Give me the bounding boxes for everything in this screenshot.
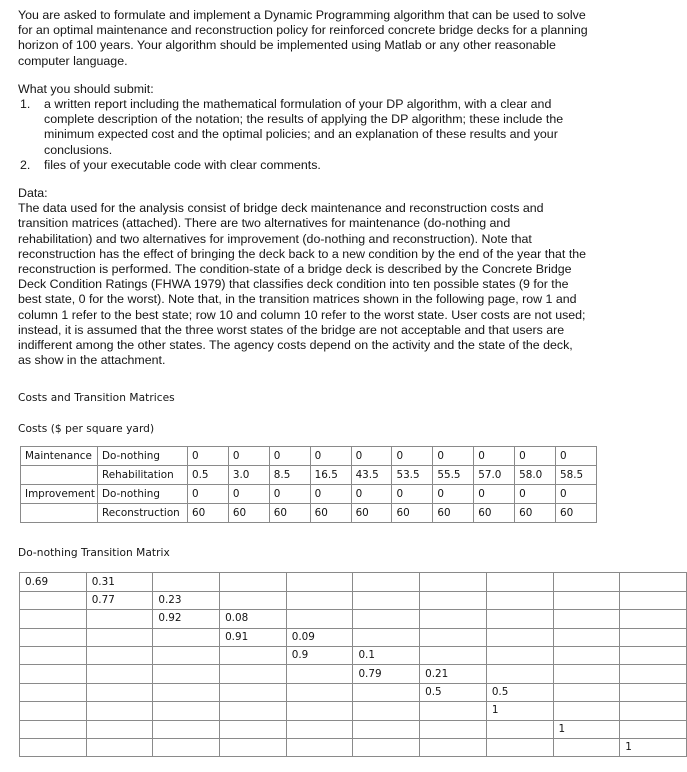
matrix-cell: 0.23: [153, 591, 220, 609]
matrix-cell: [286, 738, 353, 756]
matrix-cell: 1: [620, 738, 687, 756]
cost-value: 0: [433, 485, 474, 504]
matrix-cell: [220, 738, 287, 756]
table-row: [20, 665, 687, 683]
matrix-cell: [420, 720, 487, 738]
matrix-cell: 0.5: [486, 683, 553, 701]
matrix-cell: [153, 647, 220, 665]
cost-category: [21, 466, 98, 485]
matrix-cell: [20, 665, 87, 683]
matrix-cell: [86, 683, 153, 701]
matrix-cell: [620, 665, 687, 683]
cost-value: 0: [351, 447, 392, 466]
matrix-cell: [553, 573, 620, 591]
matrix-cell: [286, 720, 353, 738]
matrix-cell: [286, 573, 353, 591]
matrix-cell: 0.91: [220, 628, 287, 646]
matrix-cell: [553, 665, 620, 683]
matrix-cell: 0.9: [286, 647, 353, 665]
matrix-cell: [353, 591, 420, 609]
cost-category: Improvement: [21, 485, 98, 504]
table-row: [20, 738, 687, 756]
table-row: [21, 485, 597, 504]
list-item: [20, 158, 588, 173]
list-item-number: 2.: [20, 157, 31, 172]
table-row: [20, 591, 687, 609]
matrix-cell: [153, 573, 220, 591]
matrix-cell: [486, 738, 553, 756]
matrix-cell: 0.31: [86, 573, 153, 591]
costs-table-heading: Costs ($ per square yard): [18, 423, 155, 436]
cost-value: 0: [310, 485, 351, 504]
matrix-cell: [620, 647, 687, 665]
matrix-cell: [553, 610, 620, 628]
table-row: [21, 447, 597, 466]
table-row: [20, 647, 687, 665]
list-item-text: a written report including the mathematical formulation of your DP algorithm, with a clear and complete description of the notation; the results of applying the DP algorithm; these include the minimum expected cost and the optimal policies; and an explanation of these results and your conclusions.: [44, 97, 564, 157]
matrix-cell: [86, 628, 153, 646]
matrix-cell: [286, 610, 353, 628]
paragraph-gap: [18, 69, 588, 82]
matrix-cell: 0.77: [86, 591, 153, 609]
submit-list: [18, 97, 588, 173]
cost-value: 0: [188, 447, 229, 466]
matrix-cell: [153, 738, 220, 756]
data-heading: Data:: [18, 186, 48, 201]
matrix-cell: [220, 720, 287, 738]
matrix-cell: [20, 738, 87, 756]
matrix-cell: [553, 647, 620, 665]
matrix-cell: [353, 610, 420, 628]
matrix-cell: [353, 683, 420, 701]
matrix-cell: [153, 628, 220, 646]
cost-value: 43.5: [351, 466, 392, 485]
matrix-cell: [20, 647, 87, 665]
matrix-cell: 0.69: [20, 573, 87, 591]
matrix-cell: [553, 591, 620, 609]
cost-value: 0: [556, 485, 597, 504]
matrix-cell: [220, 573, 287, 591]
matrix-cell: [486, 573, 553, 591]
matrix-cell: [353, 738, 420, 756]
matrix-cell: [20, 702, 87, 720]
intro-paragraph: You are asked to formulate and implement a Dynamic Programming algorithm that can be used to solve for an optimal maintenance and reconstruction policy for reinforced concrete bridge decks for a planning horizon of 100 years. Your algorithm should be implemented using Matlab or any other reasonable computer language.: [18, 8, 588, 68]
matrix-cell: [420, 702, 487, 720]
list-item: [20, 97, 588, 158]
cost-value: 60: [474, 504, 515, 523]
matrix-cell: [86, 610, 153, 628]
transition-matrix-heading: Do-nothing Transition Matrix: [18, 547, 170, 560]
costs-section-heading: Costs and Transition Matrices: [18, 392, 175, 405]
matrix-cell: [620, 628, 687, 646]
cost-activity: Do-nothing: [98, 485, 188, 504]
matrix-cell: [486, 628, 553, 646]
cost-value: 57.0: [474, 466, 515, 485]
matrix-cell: [353, 720, 420, 738]
matrix-cell: [620, 720, 687, 738]
table-row: [20, 628, 687, 646]
cost-value: 60: [188, 504, 229, 523]
matrix-cell: 0.92: [153, 610, 220, 628]
matrix-cell: [553, 738, 620, 756]
matrix-cell: [20, 628, 87, 646]
matrix-cell: [620, 573, 687, 591]
matrix-cell: [286, 702, 353, 720]
cost-value: 0: [310, 447, 351, 466]
table-row: [20, 683, 687, 701]
matrix-cell: [286, 665, 353, 683]
cost-value: 60: [310, 504, 351, 523]
matrix-cell: 0.5: [420, 683, 487, 701]
cost-value: 60: [228, 504, 269, 523]
costs-table: [20, 446, 597, 523]
matrix-cell: [353, 573, 420, 591]
cost-category: [21, 504, 98, 523]
matrix-cell: [86, 738, 153, 756]
matrix-cell: [620, 610, 687, 628]
matrix-cell: [620, 591, 687, 609]
matrix-cell: 0.1: [353, 647, 420, 665]
matrix-cell: [486, 591, 553, 609]
cost-value: 0: [228, 485, 269, 504]
cost-value: 0: [392, 485, 433, 504]
table-row: [21, 504, 597, 523]
cost-value: 0: [474, 485, 515, 504]
matrix-cell: [620, 683, 687, 701]
table-row: [20, 702, 687, 720]
matrix-cell: [153, 665, 220, 683]
cost-value: 58.5: [556, 466, 597, 485]
matrix-cell: [486, 665, 553, 683]
cost-value: 8.5: [269, 466, 310, 485]
data-paragraph: The data used for the analysis consist of bridge deck maintenance and reconstruction costs and transition matrices (attached). There are two alternatives for maintenance (do-nothing and rehabilitation) and two alternatives for improvement (do-nothing and reconstruction). Note that reconstruction has the effect of bringing the deck back to a new condition by the end of the year that the reconstruction is performed. The condition-state of a bridge deck is described by the Concrete Bridge Deck Condition Ratings (FHWA 1979) that classifies deck condition into ten possible states (9 for the best state, 0 for the worst). Note that, in the transition matrices shown in the following page, row 1 and column 1 refer to the best state; row 10 and column 10 refer to the worst state. User costs are not used; instead, it is assumed that the three worst states of the bridge are not acceptable and that users are indifferent among the other states. The agency costs depend on the activity and the state of the deck, as show in the attachment.: [18, 201, 587, 368]
matrix-cell: 0.08: [220, 610, 287, 628]
matrix-cell: [420, 591, 487, 609]
matrix-cell: [486, 647, 553, 665]
heading-gap: [18, 405, 588, 423]
matrix-cell: [153, 683, 220, 701]
matrix-cell: [153, 702, 220, 720]
matrix-cell: [553, 683, 620, 701]
cost-value: 60: [392, 504, 433, 523]
matrix-cell: [420, 628, 487, 646]
matrix-cell: [220, 702, 287, 720]
matrix-cell: 0.09: [286, 628, 353, 646]
table-gap: [18, 436, 588, 446]
paragraph-gap: [18, 173, 588, 186]
cost-activity: Rehabilitation: [98, 466, 188, 485]
table-row: [21, 466, 597, 485]
matrix-cell: [553, 628, 620, 646]
matrix-cell: [486, 720, 553, 738]
list-item-text: files of your executable code with clear comments.: [44, 157, 321, 172]
cost-value: 0: [474, 447, 515, 466]
submit-heading: What you should submit:: [18, 81, 154, 96]
matrix-cell: [20, 610, 87, 628]
matrix-cell: [620, 702, 687, 720]
cost-value: 60: [515, 504, 556, 523]
table-gap: [18, 560, 588, 572]
cost-value: 60: [351, 504, 392, 523]
cost-value: 58.0: [515, 466, 556, 485]
table-row: [20, 610, 687, 628]
matrix-cell: [486, 610, 553, 628]
matrix-cell: [286, 591, 353, 609]
matrix-cell: [420, 610, 487, 628]
cost-value: 0: [433, 447, 474, 466]
matrix-cell: [420, 647, 487, 665]
matrix-cell: [20, 683, 87, 701]
cost-value: 0: [351, 485, 392, 504]
cost-value: 16.5: [310, 466, 351, 485]
matrix-cell: [86, 665, 153, 683]
matrix-cell: [153, 720, 220, 738]
matrix-cell: 0.21: [420, 665, 487, 683]
cost-activity: Do-nothing: [98, 447, 188, 466]
matrix-cell: [20, 591, 87, 609]
matrix-cell: [220, 683, 287, 701]
matrix-cell: [86, 647, 153, 665]
matrix-cell: [220, 647, 287, 665]
matrix-cell: [353, 628, 420, 646]
matrix-cell: [286, 683, 353, 701]
cost-value: 0: [269, 485, 310, 504]
cost-value: 0.5: [188, 466, 229, 485]
matrix-cell: [86, 702, 153, 720]
cost-value: 55.5: [433, 466, 474, 485]
cost-value: 0: [515, 447, 556, 466]
matrix-cell: [220, 665, 287, 683]
cost-value: 0: [556, 447, 597, 466]
matrix-cell: [353, 702, 420, 720]
cost-category: Maintenance: [21, 447, 98, 466]
cost-activity: Reconstruction: [98, 504, 188, 523]
matrix-cell: 1: [553, 720, 620, 738]
matrix-cell: [420, 573, 487, 591]
section-gap: [18, 368, 588, 392]
matrix-cell: 1: [486, 702, 553, 720]
cost-value: 0: [269, 447, 310, 466]
cost-value: 0: [228, 447, 269, 466]
matrix-cell: [20, 720, 87, 738]
matrix-cell: 0.79: [353, 665, 420, 683]
cost-value: 60: [269, 504, 310, 523]
matrix-cell: [553, 702, 620, 720]
cost-value: 0: [515, 485, 556, 504]
section-gap: [18, 523, 588, 547]
matrix-cell: [420, 738, 487, 756]
cost-value: 53.5: [392, 466, 433, 485]
table-row: [20, 720, 687, 738]
table-row: [20, 573, 687, 591]
list-item-number: 1.: [20, 97, 31, 112]
matrix-cell: [86, 720, 153, 738]
cost-value: 3.0: [228, 466, 269, 485]
transition-matrix-table: [19, 572, 687, 757]
cost-value: 0: [392, 447, 433, 466]
cost-value: 0: [188, 485, 229, 504]
document-body: [18, 8, 588, 368]
cost-value: 60: [556, 504, 597, 523]
cost-value: 60: [433, 504, 474, 523]
matrix-cell: [220, 591, 287, 609]
